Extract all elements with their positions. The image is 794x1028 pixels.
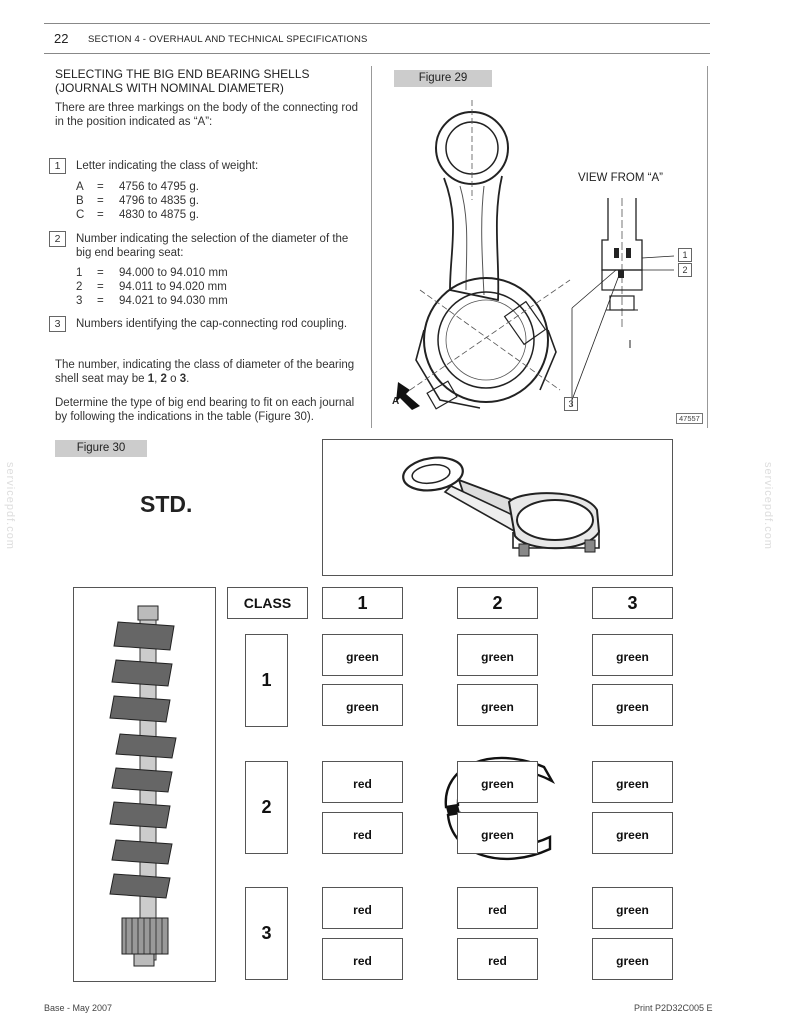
item3-text: Numbers identifying the cap-connecting rod coupling. bbox=[76, 318, 348, 330]
column-header-cell: 3 bbox=[592, 587, 673, 619]
class-equals: = bbox=[97, 281, 104, 293]
rod-photo-frame bbox=[322, 439, 673, 576]
std-label: STD. bbox=[140, 491, 193, 517]
watermark-right: servicepdf.com bbox=[762, 462, 774, 550]
class-key: C bbox=[76, 209, 85, 221]
bearing-color-cell: red bbox=[322, 761, 403, 803]
bearing-color-cell: green bbox=[592, 761, 673, 803]
item-number-box: 3 bbox=[49, 316, 66, 332]
intro-paragraph: There are three markings on the body of the connecting rod in the position indicated as “A”: bbox=[55, 102, 359, 128]
determine-paragraph: Determine the type of big end bearing to fit on each journal by following the indications in the table (Figure 30). bbox=[55, 397, 355, 423]
class-range: 4756 to 4795 g. bbox=[119, 181, 199, 193]
callout-3: 3 bbox=[564, 397, 578, 411]
class-key: A bbox=[76, 181, 84, 193]
row-header-cell: 2 bbox=[245, 761, 288, 854]
row-header-cell: 3 bbox=[245, 887, 288, 980]
arrow-a-label: A bbox=[392, 396, 400, 407]
class-row bbox=[76, 208, 296, 222]
class-range: 94.021 to 94.030 mm bbox=[119, 295, 228, 307]
callout-2: 2 bbox=[678, 263, 692, 277]
class-key: 2 bbox=[76, 281, 83, 293]
bearing-color-cell: green bbox=[457, 634, 538, 676]
row-header-cell: 1 bbox=[245, 634, 288, 727]
class-equals: = bbox=[97, 209, 104, 221]
heading-line-1: SELECTING THE BIG END BEARING SHELLS bbox=[55, 67, 310, 81]
figure-ref-number: 47557 bbox=[676, 413, 703, 424]
class-row bbox=[76, 180, 296, 194]
class-row bbox=[76, 194, 296, 208]
class-header-cell: CLASS bbox=[227, 587, 308, 619]
bearing-color-cell: green bbox=[457, 812, 538, 854]
connecting-rod-drawing bbox=[380, 90, 705, 425]
class-range: 94.000 to 94.010 mm bbox=[119, 267, 228, 279]
class-note-paragraph: The number, indicating the class of diameter of the bearing shell seat may be 1, 2 o 3. bbox=[55, 359, 355, 385]
class-range: 4796 to 4835 g. bbox=[119, 195, 199, 207]
column-header-cell: 1 bbox=[322, 587, 403, 619]
bearing-color-cell: red bbox=[322, 938, 403, 980]
class-row bbox=[76, 280, 296, 294]
item-number-box: 2 bbox=[49, 231, 66, 247]
view-from-a-label: VIEW FROM “A” bbox=[578, 172, 663, 184]
page-number: 22 bbox=[54, 31, 69, 46]
class-equals: = bbox=[97, 267, 104, 279]
bearing-color-cell: green bbox=[322, 684, 403, 726]
class-row bbox=[76, 266, 296, 280]
bearing-color-cell: green bbox=[322, 634, 403, 676]
bearing-color-cell: red bbox=[322, 812, 403, 854]
bearing-color-cell: red bbox=[457, 938, 538, 980]
bearing-color-cell: green bbox=[592, 634, 673, 676]
heading-line-2: (JOURNALS WITH NOMINAL DIAMETER) bbox=[55, 81, 284, 95]
class-equals: = bbox=[97, 295, 104, 307]
section-heading bbox=[55, 67, 365, 95]
footer-right: Print P2D32C005 E bbox=[634, 1003, 713, 1013]
class-key: B bbox=[76, 195, 84, 207]
section-title: SECTION 4 - OVERHAUL AND TECHNICAL SPECIFICATIONS bbox=[88, 34, 368, 45]
class-key: 3 bbox=[76, 295, 83, 307]
callout-1: 1 bbox=[678, 248, 692, 262]
item2-text: Number indicating the selection of the diameter of the big end bearing seat: bbox=[76, 233, 349, 259]
item-number-box: 1 bbox=[49, 158, 66, 174]
header-bottom-rule bbox=[44, 53, 710, 54]
class-equals: = bbox=[97, 195, 104, 207]
bearing-color-cell: green bbox=[457, 684, 538, 726]
bearing-color-cell: red bbox=[457, 887, 538, 929]
figure-29-label: Figure 29 bbox=[394, 70, 492, 87]
header-top-rule bbox=[44, 23, 710, 24]
figure-right-border bbox=[707, 66, 708, 428]
item1-text: Letter indicating the class of weight: bbox=[76, 160, 259, 172]
crankshaft-photo-frame bbox=[73, 587, 216, 982]
connecting-rod-illustration bbox=[323, 440, 672, 575]
class-range: 94.011 to 94.020 mm bbox=[119, 281, 227, 293]
figure-30-label: Figure 30 bbox=[55, 440, 147, 457]
class-equals: = bbox=[97, 181, 104, 193]
bearing-color-cell: red bbox=[322, 887, 403, 929]
bearing-color-cell: green bbox=[457, 761, 538, 803]
bearing-color-cell: green bbox=[592, 812, 673, 854]
class-range: 4830 to 4875 g. bbox=[119, 209, 199, 221]
column-divider bbox=[371, 66, 372, 428]
watermark-left: servicepdf.com bbox=[4, 462, 16, 550]
column-header-cell: 2 bbox=[457, 587, 538, 619]
class-row bbox=[76, 294, 296, 308]
bearing-color-cell: green bbox=[592, 684, 673, 726]
crankshaft-illustration bbox=[74, 588, 215, 981]
footer-left: Base - May 2007 bbox=[44, 1003, 113, 1013]
bearing-color-cell: green bbox=[592, 938, 673, 980]
bearing-color-cell: green bbox=[592, 887, 673, 929]
class-key: 1 bbox=[76, 267, 83, 279]
